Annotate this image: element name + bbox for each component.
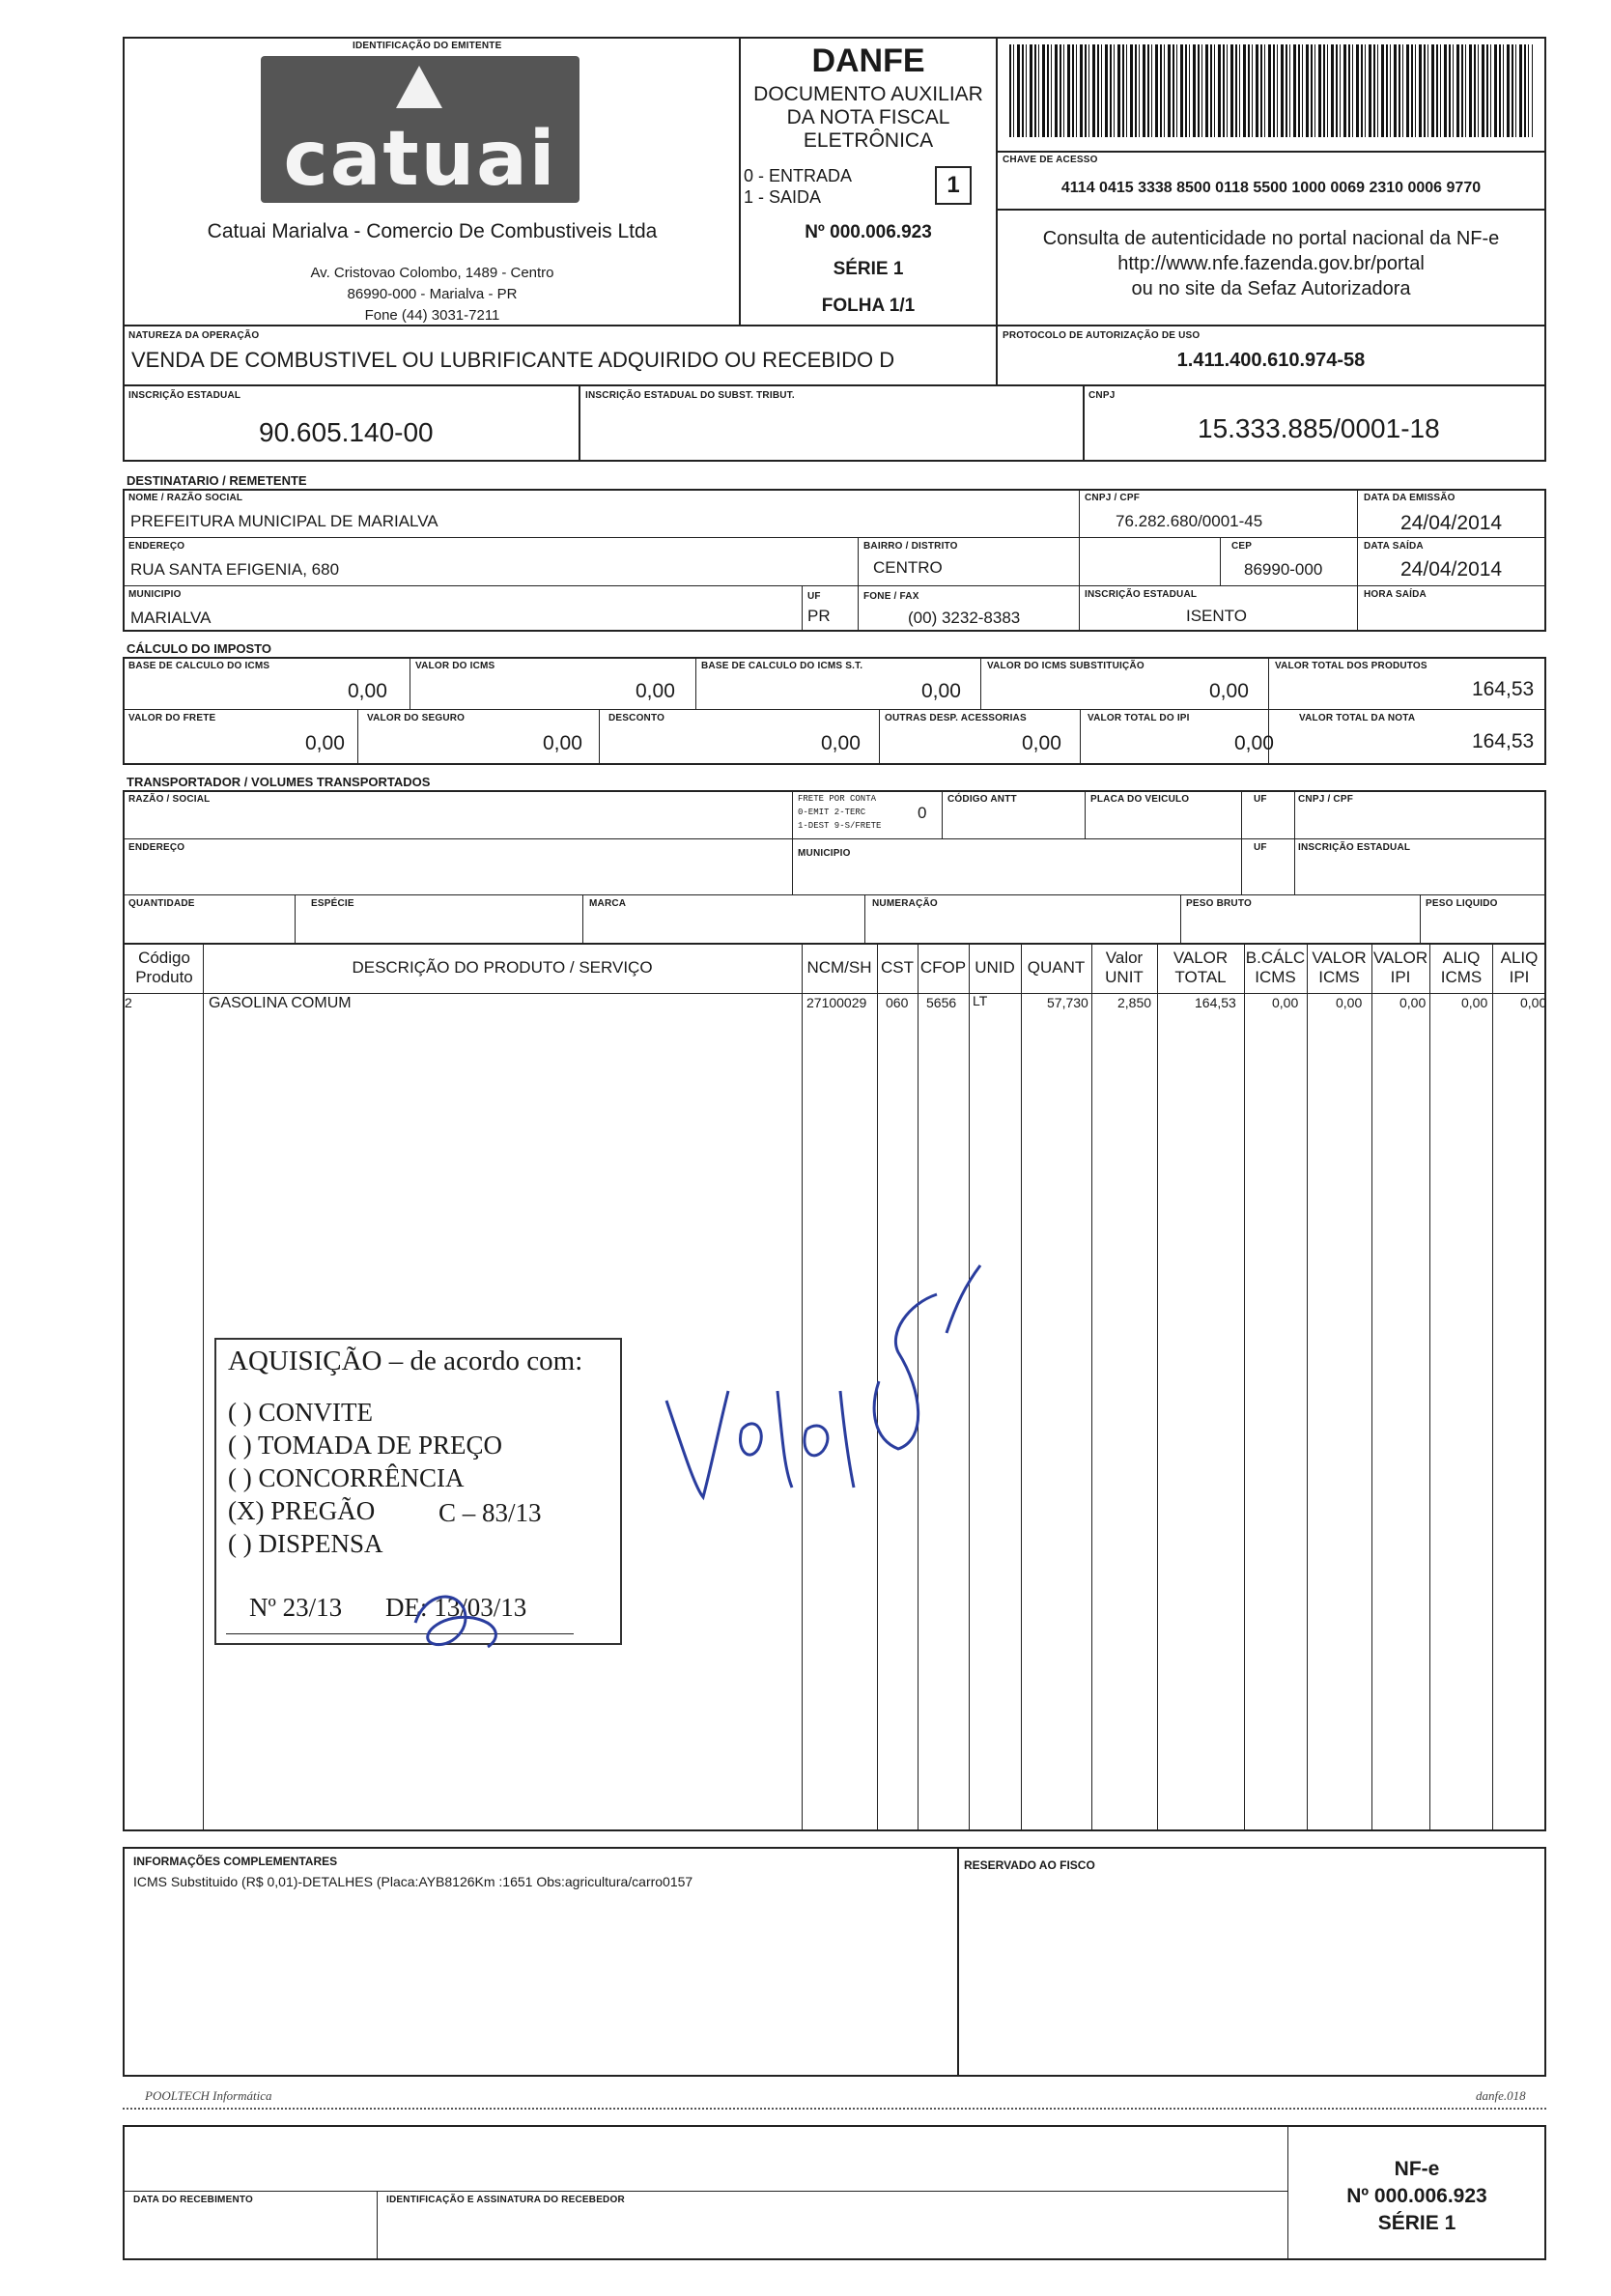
emitente-phone: Fone (44) 3031-7211 — [364, 307, 500, 324]
barcode-graphic — [1009, 44, 1533, 137]
dest-cnpj-label: CNPJ / CPF — [1085, 493, 1141, 503]
transp-razao-label: RAZÃO / SOCIAL — [128, 794, 211, 805]
chave-label: CHAVE DE ACESSO — [1003, 155, 1098, 165]
row-ncm: 27100029 — [806, 995, 867, 1010]
danfe-line1: DOCUMENTO AUXILIAR — [753, 83, 983, 105]
dest-municipio-label: MUNICIPIO — [128, 589, 182, 600]
transp-uf2-label: UF — [1254, 842, 1267, 853]
stamp-concorrencia: ( ) CONCORRÊNCIA — [228, 1463, 465, 1492]
canhoto-nfe: NF-e — [1394, 2158, 1440, 2180]
ipi-value: 0,00 — [1234, 732, 1274, 754]
fisco-label: RESERVADO AO FISCO — [964, 1858, 1095, 1872]
dest-bairro-label: BAIRRO / DISTRITO — [863, 541, 958, 552]
stamp-dispensa: ( ) DISPENSA — [228, 1529, 383, 1558]
transp-municipio-label: MUNICIPIO — [798, 848, 851, 859]
stamp-data: DE: 13/03/13 — [385, 1593, 527, 1622]
canhoto-data-label: DATA DO RECEBIMENTO — [133, 2195, 253, 2205]
peso-liq-label: PESO LIQUIDO — [1426, 898, 1498, 909]
cnpj-value: 15.333.885/0001-18 — [1198, 413, 1440, 443]
dest-cnpj: 76.282.680/0001-45 — [1116, 512, 1263, 530]
row-vipi: 0,00 — [1399, 995, 1427, 1010]
danfe-title: DANFE — [811, 43, 925, 79]
frete-conta-line1: FRETE POR CONTA — [798, 794, 877, 804]
destinatario-section-title: DESTINATARIO / REMETENTE — [127, 473, 307, 488]
total-nota-label: VALOR TOTAL DA NOTA — [1299, 713, 1416, 723]
th-cst: CST — [881, 958, 914, 977]
table-row — [123, 995, 1546, 1016]
danfe-line2: DA NOTA FISCAL — [786, 106, 950, 128]
th-codigo: Código Produto — [135, 949, 193, 986]
stamp-pregao: (X) PREGÃO — [228, 1496, 376, 1525]
th-vunit: Valor UNIT — [1105, 949, 1144, 986]
dest-municipio: MARIALVA — [130, 609, 212, 627]
imposto-section-title: CÁLCULO DO IMPOSTO — [127, 641, 271, 656]
stamp-convite: ( ) CONVITE — [228, 1398, 373, 1427]
dest-cep: 86990-000 — [1244, 560, 1323, 579]
stamp-tomada: ( ) TOMADA DE PREÇO — [228, 1431, 503, 1460]
frete-conta-value: 0 — [918, 804, 927, 822]
th-unid: UNID — [975, 958, 1015, 977]
footer-left: POOLTECH Informática — [145, 2088, 272, 2103]
row-aipi: 0,00 — [1520, 995, 1547, 1010]
row-quant: 57,730 — [1047, 995, 1088, 1010]
dest-ie: ISENTO — [1186, 607, 1247, 625]
row-aicms: 0,00 — [1461, 995, 1488, 1010]
fisco-box — [957, 1847, 1546, 2077]
marca-label: MARCA — [589, 898, 627, 909]
th-descricao: DESCRIÇÃO DO PRODUTO / SERVIÇO — [352, 958, 653, 977]
total-nota-value: 164,53 — [1472, 730, 1535, 752]
desconto-label: DESCONTO — [608, 713, 665, 723]
th-cfop: CFOP — [919, 958, 967, 977]
antt-label: CÓDIGO ANTT — [947, 794, 1017, 805]
canhoto-serie: SÉRIE 1 — [1377, 2212, 1456, 2234]
protocolo-value: 1.411.400.610.974-58 — [1176, 350, 1366, 371]
desconto-value: 0,00 — [821, 732, 861, 754]
consulta-line3: ou no site da Sefaz Autorizadora — [1131, 278, 1411, 299]
stamp-title: AQUISIÇÃO – de acordo com: — [228, 1346, 583, 1376]
th-bcicms: B.CÁLC ICMS — [1245, 949, 1306, 986]
emitente-name: Catuai Marialva - Comercio De Combustiveis Ltda — [207, 220, 658, 242]
emitente-address2: 86990-000 - Marialva - PR — [347, 286, 518, 302]
cnpj-label: CNPJ — [1088, 390, 1116, 401]
dest-uf-label: UF — [807, 591, 821, 602]
dest-endereco: RUA SANTA EFIGENIA, 680 — [130, 560, 340, 579]
row-bcicms: 0,00 — [1272, 995, 1299, 1010]
transp-endereco-label: ENDEREÇO — [128, 842, 185, 853]
handwritten-signature — [647, 1246, 1004, 1516]
chave-value: 4114 0415 3338 8500 0118 5500 1000 0069 2310 0006 9770 — [1060, 180, 1482, 196]
logo-figure-icon — [396, 66, 442, 108]
stamp-numero: Nº 23/13 — [249, 1593, 343, 1622]
outras-value: 0,00 — [1022, 732, 1061, 754]
th-vicms: VALOR ICMS — [1312, 949, 1367, 986]
cut-line — [123, 2108, 1546, 2110]
emitente-id-label: IDENTIFICAÇÃO DO EMITENTE — [353, 41, 502, 51]
danfe-saida: 1 - SAIDA — [744, 187, 822, 207]
danfe-tipo-box: 1 — [935, 166, 972, 205]
info-label: INFORMAÇÕES COMPLEMENTARES — [133, 1855, 338, 1868]
dest-bairro: CENTRO — [873, 558, 943, 577]
dest-nome-label: NOME / RAZÃO SOCIAL — [128, 493, 243, 503]
info-value: ICMS Substituido (R$ 0,01)-DETALHES (Placa:AYB8126Km :1651 Obs:agricultura/carro0157 — [133, 1874, 693, 1889]
row-vicms: 0,00 — [1336, 995, 1363, 1010]
qtd-label: QUANTIDADE — [128, 898, 195, 909]
row-vunit: 2,850 — [1117, 995, 1152, 1010]
th-ncm: NCM/SH — [806, 958, 872, 977]
natureza-label: NATUREZA DA OPERAÇÃO — [128, 330, 260, 341]
row-cfop: 5656 — [926, 995, 957, 1010]
frete-value: 0,00 — [305, 732, 345, 754]
icms-st-label: VALOR DO ICMS SUBSTITUIÇÃO — [987, 661, 1145, 671]
danfe-numero: Nº 000.006.923 — [805, 222, 932, 242]
ie-value: 90.605.140-00 — [259, 417, 434, 447]
bc-st-value: 0,00 — [921, 680, 961, 702]
th-vipi: VALOR IPI — [1372, 949, 1428, 986]
dest-hora-label: HORA SAÍDA — [1364, 589, 1427, 600]
numeracao-label: NUMERAÇÃO — [872, 898, 938, 909]
transp-uf-label: UF — [1254, 794, 1267, 805]
natureza-value: VENDA DE COMBUSTIVEL OU LUBRIFICANTE ADQUIRIDO OU RECEBIDO D — [131, 348, 895, 372]
row-codigo: 2 — [125, 995, 132, 1010]
row-vtotal: 164,53 — [1195, 995, 1236, 1010]
transp-ie-label: INSCRIÇÃO ESTADUAL — [1298, 842, 1411, 853]
bc-icms-value: 0,00 — [348, 680, 387, 702]
logo-text: catuai — [283, 116, 557, 203]
frete-label: VALOR DO FRETE — [128, 713, 216, 723]
company-logo — [261, 56, 579, 203]
icms-value: 0,00 — [636, 680, 675, 702]
frete-conta-line2: 0-EMIT 2-TERC — [798, 808, 866, 817]
handwritten-initials — [406, 1584, 522, 1661]
th-quant: QUANT — [1027, 958, 1086, 977]
dest-emissao: 24/04/2014 — [1400, 512, 1503, 534]
iest-label: INSCRIÇÃO ESTADUAL DO SUBST. TRIBUT. — [585, 390, 795, 401]
dest-uf: PR — [807, 607, 831, 625]
dest-fone-label: FONE / FAX — [863, 591, 919, 602]
placa-label: PLACA DO VEICULO — [1090, 794, 1190, 805]
protocolo-label: PROTOCOLO DE AUTORIZAÇÃO DE USO — [1003, 330, 1201, 341]
emitente-address1: Av. Cristovao Colombo, 1489 - Centro — [310, 265, 554, 281]
total-prod-value: 164,53 — [1472, 678, 1535, 700]
especie-label: ESPÉCIE — [311, 898, 354, 909]
icms-st-value: 0,00 — [1209, 680, 1249, 702]
ipi-label: VALOR TOTAL DO IPI — [1088, 713, 1190, 723]
dest-nome: PREFEITURA MUNICIPAL DE MARIALVA — [130, 512, 438, 530]
danfe-line3: ELETRÔNICA — [803, 129, 934, 152]
dest-saida: 24/04/2014 — [1400, 558, 1503, 581]
canhoto-numero: Nº 000.006.923 — [1346, 2185, 1487, 2207]
canhoto-ident-label: IDENTIFICAÇÃO E ASSINATURA DO RECEBEDOR — [386, 2195, 625, 2205]
transportador-section-title: TRANSPORTADOR / VOLUMES TRANSPORTADOS — [127, 775, 431, 789]
stamp-pregao-num: C – 83/13 — [438, 1498, 542, 1527]
seguro-value: 0,00 — [543, 732, 582, 754]
transp-cnpj-label: CNPJ / CPF — [1298, 794, 1354, 805]
dest-cep-label: CEP — [1231, 541, 1253, 552]
dest-saida-label: DATA SAÍDA — [1364, 541, 1424, 552]
danfe-serie: SÉRIE 1 — [833, 259, 904, 279]
consulta-line1: Consulta de autenticidade no portal nacional da NF-e — [1042, 228, 1500, 249]
row-descricao: GASOLINA COMUM — [209, 995, 352, 1011]
total-prod-label: VALOR TOTAL DOS PRODUTOS — [1275, 661, 1427, 671]
th-aipi: ALIQ IPI — [1500, 949, 1539, 986]
icms-label: VALOR DO ICMS — [415, 661, 495, 671]
bc-st-label: BASE DE CALCULO DO ICMS S.T. — [701, 661, 863, 671]
th-vtotal: VALOR TOTAL — [1173, 949, 1229, 986]
dest-fone: (00) 3232-8383 — [908, 609, 1021, 627]
danfe-entrada: 0 - ENTRADA — [744, 166, 853, 185]
ie-label: INSCRIÇÃO ESTADUAL — [128, 390, 241, 401]
footer-right: danfe.018 — [1476, 2088, 1526, 2103]
danfe-folha: FOLHA 1/1 — [821, 296, 916, 316]
row-cst: 060 — [886, 995, 909, 1010]
peso-bruto-label: PESO BRUTO — [1186, 898, 1252, 909]
bc-icms-label: BASE DE CALCULO DO ICMS — [128, 661, 270, 671]
frete-conta-line3: 1-DEST 9-S/FRETE — [798, 821, 882, 831]
row-unid: LT — [973, 993, 988, 1008]
consulta-line2: http://www.nfe.fazenda.gov.br/portal — [1117, 253, 1425, 274]
outras-label: OUTRAS DESP. ACESSORIAS — [885, 713, 1027, 723]
seguro-label: VALOR DO SEGURO — [367, 713, 466, 723]
th-aicms: ALIQ ICMS — [1440, 949, 1483, 986]
dest-endereco-label: ENDEREÇO — [128, 541, 185, 552]
dest-ie-label: INSCRIÇÃO ESTADUAL — [1085, 589, 1198, 600]
dest-emissao-label: DATA DA EMISSÃO — [1364, 493, 1456, 503]
